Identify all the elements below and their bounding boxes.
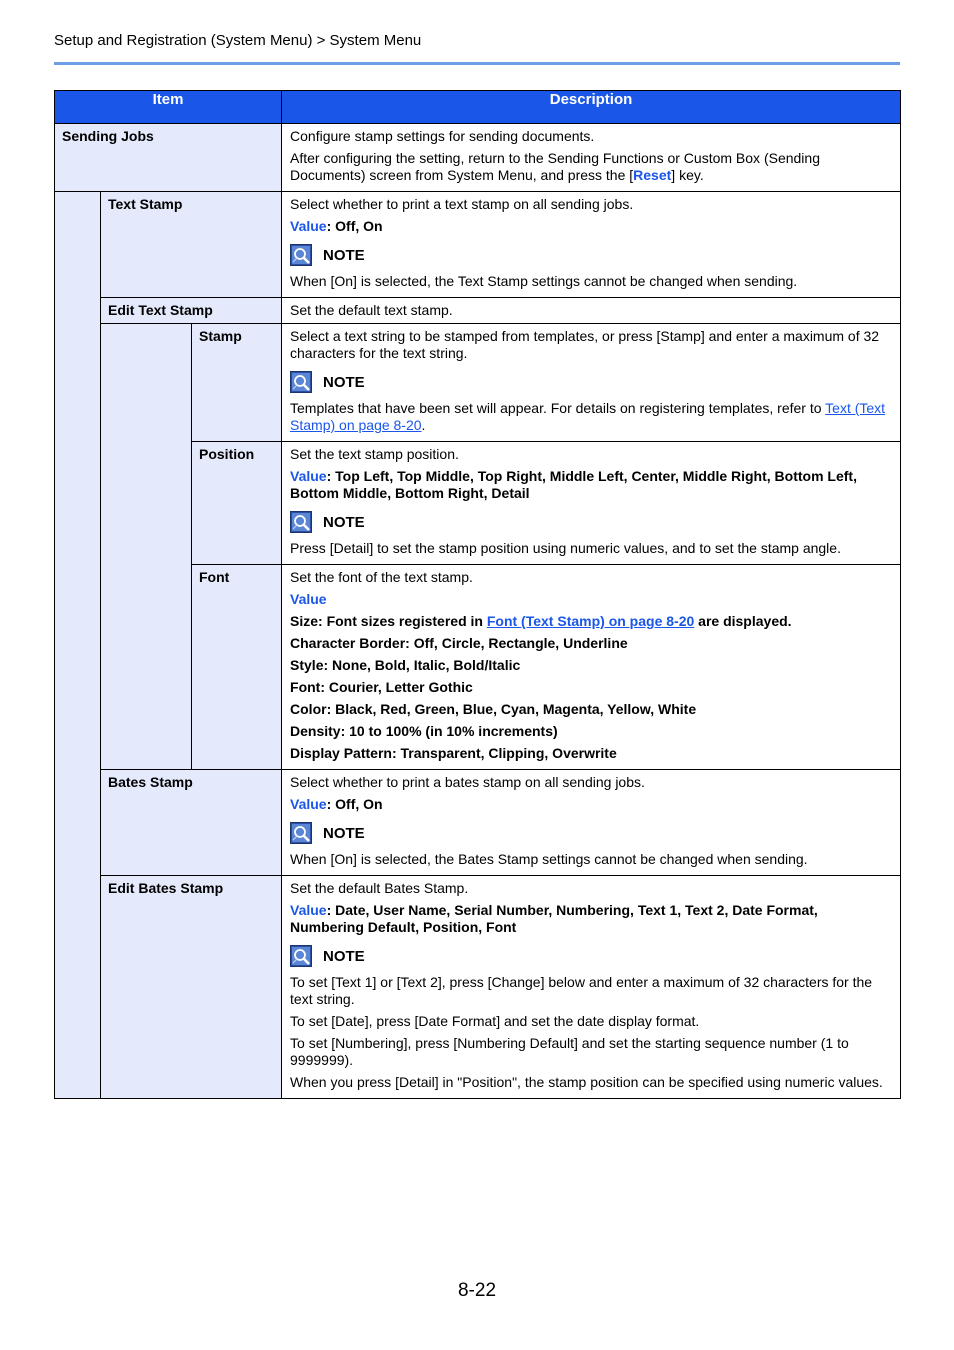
desc-font [282, 565, 901, 770]
note-header: NOTE [290, 822, 892, 844]
desc-text: Select whether to print a bates stamp on all sending jobs. [290, 774, 645, 790]
value-heading: Value [290, 591, 327, 607]
item-font: Font [192, 565, 282, 770]
value-line: Style: None, Bold, Italic, Bold/Italic [290, 657, 521, 673]
text-stamp-link[interactable]: Text (Text Stamp) on page 8-20 [290, 400, 886, 433]
note-icon [290, 371, 312, 393]
table-row [55, 770, 901, 876]
value-line: Color: Black, Red, Green, Blue, Cyan, Magenta, Yellow, White [290, 701, 697, 717]
note-text: Templates that have been set will appear. For details on registering templates, refer to Text (Text Stamp) on page 8-20. [290, 400, 886, 433]
indent-gutter [55, 192, 101, 1099]
desc-sending-jobs [282, 124, 901, 192]
note-header: NOTE [290, 511, 892, 533]
note-icon [290, 822, 312, 844]
value-line: Value: Top Left, Top Middle, Top Right, Middle Left, Center, Middle Right, Bottom Left, Bottom Middle, Bottom Right, Detail [290, 468, 857, 501]
note-text: To set [Numbering], press [Numbering Default] and set the starting sequence number (1 to 9999999). [290, 1035, 849, 1068]
table-row [55, 124, 901, 192]
note-text: When [On] is selected, the Bates Stamp settings cannot be changed when sending. [290, 851, 808, 867]
value-line: Size: Font sizes registered in Font (Text Stamp) on page 8-20 are displayed. [290, 613, 792, 629]
header-description: Description [282, 91, 901, 124]
item-stamp: Stamp [192, 324, 282, 442]
item-edit-text-stamp: Edit Text Stamp [101, 298, 282, 324]
desc-text-stamp [282, 192, 901, 298]
note-icon [290, 244, 312, 266]
note-header: NOTE [290, 371, 892, 393]
font-text-stamp-link[interactable]: Font (Text Stamp) on page 8-20 [486, 613, 695, 629]
value-line: Value: Off, On [290, 796, 383, 812]
header-item: Item [55, 91, 282, 124]
desc-text: After configuring the setting, return to the Sending Functions or Custom Box (Sending Documents) screen from System Menu, and press the [Reset] key. [290, 150, 820, 183]
desc-text: Set the text stamp position. [290, 446, 459, 462]
value-line: Value: Date, User Name, Serial Number, Numbering, Text 1, Text 2, Date Format, Numbering Default, Position, Font [290, 902, 818, 935]
note-icon [290, 945, 312, 967]
reset-key: Reset [633, 167, 672, 183]
desc-text: Set the default text stamp. [290, 302, 453, 318]
indent-gutter [101, 324, 192, 770]
table-row [55, 324, 901, 442]
desc-text: Set the font of the text stamp. [290, 569, 473, 585]
note-text: To set [Text 1] or [Text 2], press [Change] below and enter a maximum of 32 characters for the text string. [290, 974, 873, 1007]
note-icon [290, 511, 312, 533]
breadcrumb: Setup and Registration (System Menu) > System Menu [54, 32, 422, 49]
note-text: To set [Date], press [Date Format] and set the date display format. [290, 1013, 700, 1029]
page-number: 8-22 [457, 1280, 497, 1301]
desc-text: Select a text string to be stamped from templates, or press [Stamp] and enter a maximum of 32 characters for the text string. [290, 328, 880, 361]
item-sending-jobs: Sending Jobs [55, 124, 282, 192]
desc-text: Set the default Bates Stamp. [290, 880, 469, 896]
value-line: Value: Off, On [290, 218, 383, 234]
desc-position [282, 442, 901, 565]
header-rule [54, 62, 900, 65]
desc-text: Configure stamp settings for sending documents. [290, 128, 595, 144]
value-line: Font: Courier, Letter Gothic [290, 679, 473, 695]
desc-edit-text-stamp [282, 298, 901, 324]
note-header: NOTE [290, 945, 892, 967]
table-row [55, 298, 901, 324]
table-row [55, 876, 901, 1099]
item-bates-stamp: Bates Stamp [101, 770, 282, 876]
note-text: When you press [Detail] in "Position", the stamp position can be specified using numeric values. [290, 1074, 883, 1090]
desc-stamp [282, 324, 901, 442]
note-text: When [On] is selected, the Text Stamp settings cannot be changed when sending. [290, 273, 798, 289]
value-line: Display Pattern: Transparent, Clipping, Overwrite [290, 745, 617, 761]
value-line: Character Border: Off, Circle, Rectangle, Underline [290, 635, 628, 651]
item-edit-bates-stamp: Edit Bates Stamp [101, 876, 282, 1099]
item-text-stamp: Text Stamp [101, 192, 282, 298]
table-row [55, 192, 901, 298]
desc-text: Select whether to print a text stamp on all sending jobs. [290, 196, 634, 212]
settings-table [54, 90, 901, 1099]
desc-bates-stamp [282, 770, 901, 876]
note-header: NOTE [290, 244, 892, 266]
table-header-row [55, 91, 901, 124]
desc-edit-bates-stamp [282, 876, 901, 1099]
note-text: Press [Detail] to set the stamp position using numeric values, and to set the stamp angle. [290, 540, 841, 556]
item-position: Position [192, 442, 282, 565]
value-line: Density: 10 to 100% (in 10% increments) [290, 723, 558, 739]
